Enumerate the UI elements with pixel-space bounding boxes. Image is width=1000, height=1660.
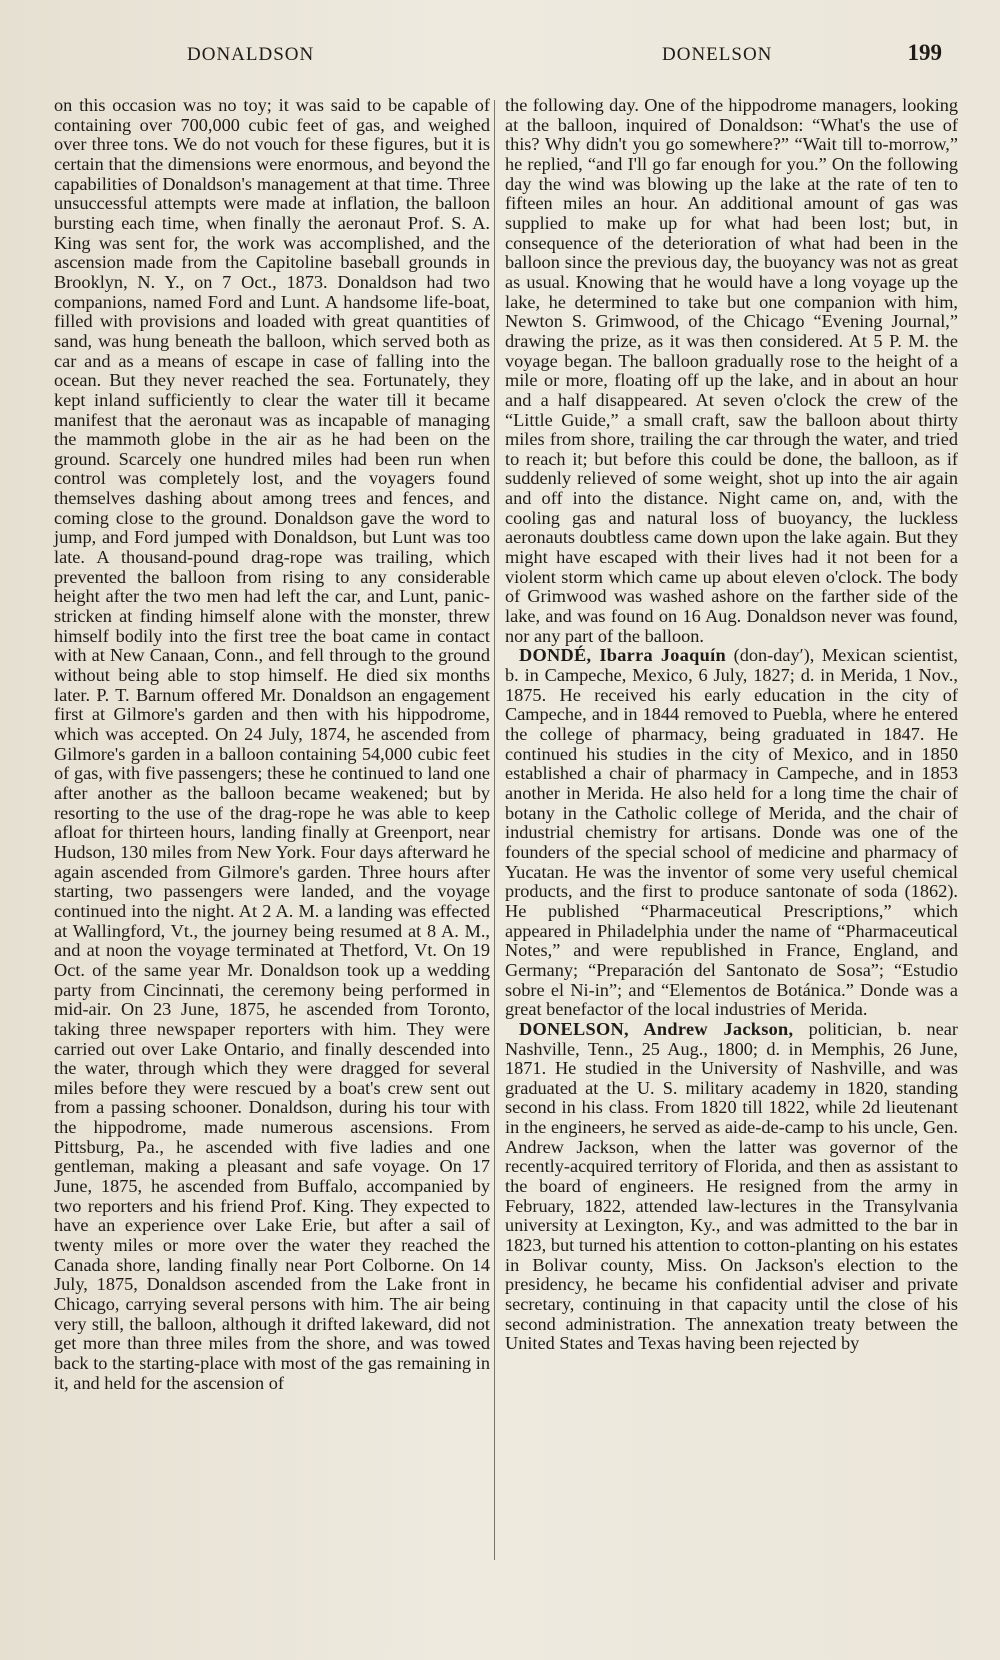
donde-headword: DONDÉ, Ibarra Joaquín bbox=[519, 645, 726, 666]
right-running-head: DONELSON bbox=[662, 44, 773, 65]
page-number: 199 bbox=[907, 40, 942, 65]
left-column bbox=[54, 96, 490, 1393]
donelson-headword: DONELSON, Andrew Jackson, bbox=[519, 1018, 794, 1039]
donelson-entry-text: politician, b. near Nashville, Tenn., 25 Aug., 1800; d. in Memphis, 26 June, 1871. He studied in the University of Nashville, and was graduated at the U. S. military academy in 1820, standing second in his class. From 1820 till 1822, while 2d lieutenant in the engineers, he served as aide-de-camp to his uncle, Gen. Andrew Jackson, when the latter was governor of the recently-acquired territory of Florida, and then as assistant to the board of engineers. He resigned from the army in February, 1822, attended law-lectures in the Transylvania university at Lexington, Ky., and was admitted to the bar in 1823, but turned his attention to cotton-planting on his estates in Bolivar county, Miss. On Jackson's election to the presidency, he became his confidential adviser and private secretary, continuing in that capacity until the close of his second administration. The annexation treaty between the United States and Texas having been rejected by bbox=[505, 1018, 959, 1354]
donde-entry-text: (don-day′), Mexican scientist, b. in Campeche, Mexico, 6 July, 1827; d. in Merida, 1 Nov., 1875. He received his early education in the city of Campeche, and in 1844 removed to Puebla, where he entered the college of pharmacy, being graduated in 1847. He continued his studies in the city of Mexico, and in 1850 established a chair of pharmacy in Campeche, and in 1853 another in Merida. He also held for a long time the chair of botany in the Catholic college of Merida, and the chair of industrial chemistry for artisans. Donde was one of the founders of the special school of medicine and pharmacy of Yucatan. He was the inventor of some very useful chemical products, and the first to produce santonate of soda (1862). He published “Pharmaceutical Prescriptions,” which appeared in Philadelphia under the name of “Pharmaceutical Notes,” and were republished in France, England, and Germany; “Preparación del Santonato de Sosa”; “Estudio sobre el Ni-in”; and “Elementos de Botánica.” Donde was a great benefactor of the local industries of Merida. bbox=[505, 645, 958, 1020]
left-running-head: DONALDSON bbox=[187, 44, 315, 65]
right-column bbox=[505, 96, 958, 1354]
donelson-entry bbox=[505, 1020, 958, 1354]
running-header bbox=[52, 40, 942, 70]
donaldson-continuation-paragraph: on this occasion was no toy; it was said to be capable of containing over 700,000 cubic feet of gas, and weighed over three tons. We do not vouch for these figures, but it is certain that the dimensions were enormous, and beyond the capabilities of Donaldson's management at that time. Three unsuccessful attempts were made at inflation, the balloon bursting each time, when finally the aeronaut Prof. S. A. King was sent for, the work was accomplished, and the ascension made from the Capitoline baseball grounds in Brooklyn, N. Y., on 7 Oct., 1873. Donaldson had two companions, named Ford and Lunt. A handsome life-boat, filled with provisions and loaded with great quantities of sand, was hung beneath the balloon, which served both as car and as a means of escape in case of falling into the ocean. But they never reached the sea. Fortunately, they kept inland sufficiently to clear the water till it became manifest that the aeronaut was as incapable of managing the mammoth globe in the air as he had been on the ground. Scarcely one hundred miles had been run when control was completely lost, and the voyagers found themselves dashing about among trees and fences, and coming close to the ground. Donaldson gave the word to jump, and Ford jumped with Donaldson, but Lunt was too late. A thousand-pound drag-rope was trailing, which prevented the balloon from rising to any considerable height after the two men had left the car, and Lunt, panic-stricken at finding himself alone with the monster, threw himself bodily into the first tree the boat came in contact with at New Canaan, Conn., and fell through to the ground without being able to stop himself. He died six months later. P. T. Barnum offered Mr. Donaldson an engagement first at Gilmore's garden and then with his hippodrome, which was accepted. On 24 July, 1874, he ascended from Gilmore's garden in a balloon containing 54,000 cubic feet of gas, with five passengers; these he continued to land one after another as the balloon became weakened; but by resorting to the use of the drag-rope he was able to keep afloat for thirteen hours, landing finally at Greenport, near Hudson, 130 miles from New York. Four days afterward he again ascended from Gilmore's garden. Three hours after starting, two passengers were landed, and the voyage continued into the night. At 2 A. M. a landing was effected at Wallingford, Vt., the journey being resumed at 8 A. M., and at noon the voyage terminated at Thetford, Vt. On 19 Oct. of the same year Mr. Donaldson took up a wedding party from Cincinnati, the ceremony being performed in mid-air. On 23 June, 1875, he ascended from Toronto, taking three newspaper reporters with him. They were carried out over Lake Ontario, and finally descended into the water, through which they were dragged for several miles before they were rescued by a boat's crew sent out from a passing schooner. Donaldson, during his tour with the hippodrome, made numerous ascensions. From Pittsburg, Pa., he ascended with five ladies and one gentleman, making a pleasant and safe voyage. On 17 June, 1875, he ascended from Buffalo, accompanied by two reporters and his friend Prof. King. They expected to have an experience over Lake Erie, but after a sail of twenty miles or more over the water they reached the Canada shore, landing finally near Port Colborne. On 14 July, 1875, Donaldson ascended from the Lake front in Chicago, carrying several persons with him. The air being very still, the balloon, although it drifted lakeward, did not get more than three miles from the shore, and was towed back to the starting-place with most of the gas remaining in it, and held for the ascension of bbox=[54, 95, 490, 1393]
donaldson-conclusion-paragraph: the following day. One of the hippodrome managers, looking at the balloon, inquired of Donaldson: “What's the use of this? Why didn't you go somewhere?” “Wait till to-morrow,” he replied, “and I'll go far enough for you.” On the following day the wind was blowing up the lake at the rate of ten to fifteen miles an hour. An additional amount of gas was supplied to make up for what had been lost; but, in consequence of the deterioration of what had been in the balloon since the previous day, the buoyancy was not as great as usual. Knowing that he would have a long voyage up the lake, he determined to take but one companion with him, Newton S. Grimwood, of the Chicago “Evening Journal,” drawing the prize, as it was then considered. At 5 P. M. the voyage began. The balloon gradually rose to the height of a mile or more, floating off up the lake, and in about an hour and a half disappeared. At seven o'clock the crew of the “Little Guide,” a small craft, saw the balloon about thirty miles from shore, trailing the car through the water, and tried to reach it; but before this could be done, the balloon, as if suddenly relieved of some weight, shot up into the air again and off into the distance. Night came on, and, with the cooling gas and natural loss of buoyancy, the luckless aeronauts doubtless came down upon the lake again. But they might have escaped with their lives had it not been for a violent storm which came up about eleven o'clock. The body of Grimwood was washed ashore on the farther side of the lake, and was found on 16 Aug. Donaldson never was found, nor any part of the balloon. bbox=[505, 95, 958, 646]
donde-entry bbox=[505, 646, 958, 1019]
column-divider bbox=[494, 100, 495, 1560]
